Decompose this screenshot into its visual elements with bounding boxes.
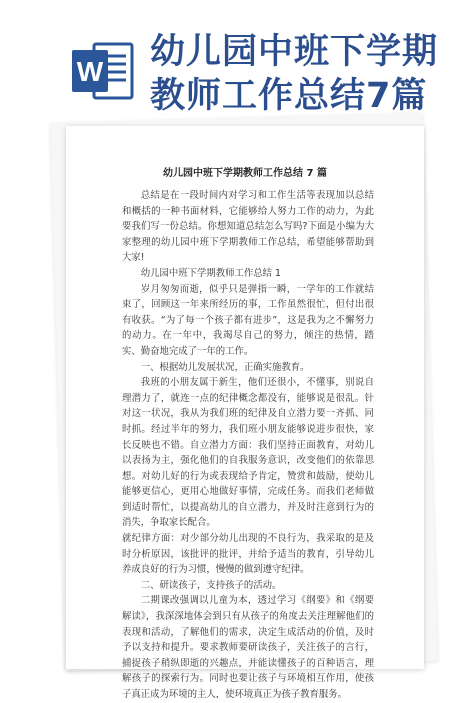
- section-heading: 幼儿园中班下学期教师工作总结 1: [140, 267, 281, 279]
- document-page: [66, 126, 424, 700]
- banner-title-line-1: 幼儿园中班下学期: [150, 32, 439, 72]
- document-title: 幼儿园中班下学期教师工作总结 7 篇: [163, 168, 327, 179]
- banner-title: [150, 30, 470, 118]
- word-icon: [70, 38, 136, 104]
- banner: [0, 0, 474, 130]
- paragraph: 二期课改强调以儿童为本，透过学习《纲要》和《纲要解读》，我深深地体会到只有从孩子的角度去关注理解他们的表现和活动，了解他们的需求，决定生成活动的价值，及时予以支持和提升。要求教师要研读孩子，关注孩子的言行，捕捉孩子稍纵即逝的兴趣点，并能读懂孩子的百种语言，理解孩子的探索行为。同时也要让孩子与环境相互作用，使孩子真正成为环境的主人，使环境真正为孩子教育服务。: [122, 595, 374, 700]
- paragraph: 岁月匆匆而逝，似乎只是弹指一瞬，一学年的工作就结束了，回顾这一年来所经历的事，工作虽然很忙，但付出很有收获。“为了每一个孩子都有进步”，这是我为之不懈努力的动力。在一年中，我竭尽自己的努力，倾注的热情，踏实、勤奋地完成了一年的工作。: [122, 283, 374, 357]
- document-body: [122, 188, 374, 703]
- paragraph: 就纪律方面：对少部分幼儿出现的不良行为，我采取的是及时分析原因，该批评的批评，并给予适当的教育，引导幼儿养成良好的行为习惯，慢慢的做到遵守纪律。: [122, 533, 374, 576]
- section-heading: 一、根据幼儿发展状况，正确实施教育。: [140, 361, 310, 373]
- svg-text:W: W: [76, 56, 104, 87]
- paragraph: 我班的小朋友属于新生，他们还很小，不懂事，别说自理潜力了，就连一点的纪律概念都没有，能够说是很乱。针对这一状况，我从为我们班的纪律及自立潜力要一齐抓、同时抓。经过半年的努力，我们班小朋友能够说进步很快，家长反映也不错。自立潜力方面：我们坚持正面教育，对幼儿以表扬为主，强化他们的自我服务意识，改变他们的依靠思想。对幼儿好的行为或表现给予肯定，赞赏和鼓励，使幼儿能够更信心，更用心地做好事情，完成任务。而我们老师做到适时帮忙，以提高幼儿的自立潜力，并及时注意到行为的消失，争取家长配合。: [122, 377, 374, 529]
- paragraph: 总结是在一段时间内对学习和工作生活等表现加以总结和概括的一种书面材料，它能够给人努力工作的动力，为此要我们写一份总结。你想知道总结怎么写吗?下面是小编为大家整理的幼儿园中班下学期教师工作总结，希望能够帮助到大家!: [122, 190, 374, 264]
- section-heading: 二、研读孩子，支持孩子的活动。: [140, 579, 282, 591]
- banner-title-line-2: 教师工作总结7篇: [150, 76, 428, 116]
